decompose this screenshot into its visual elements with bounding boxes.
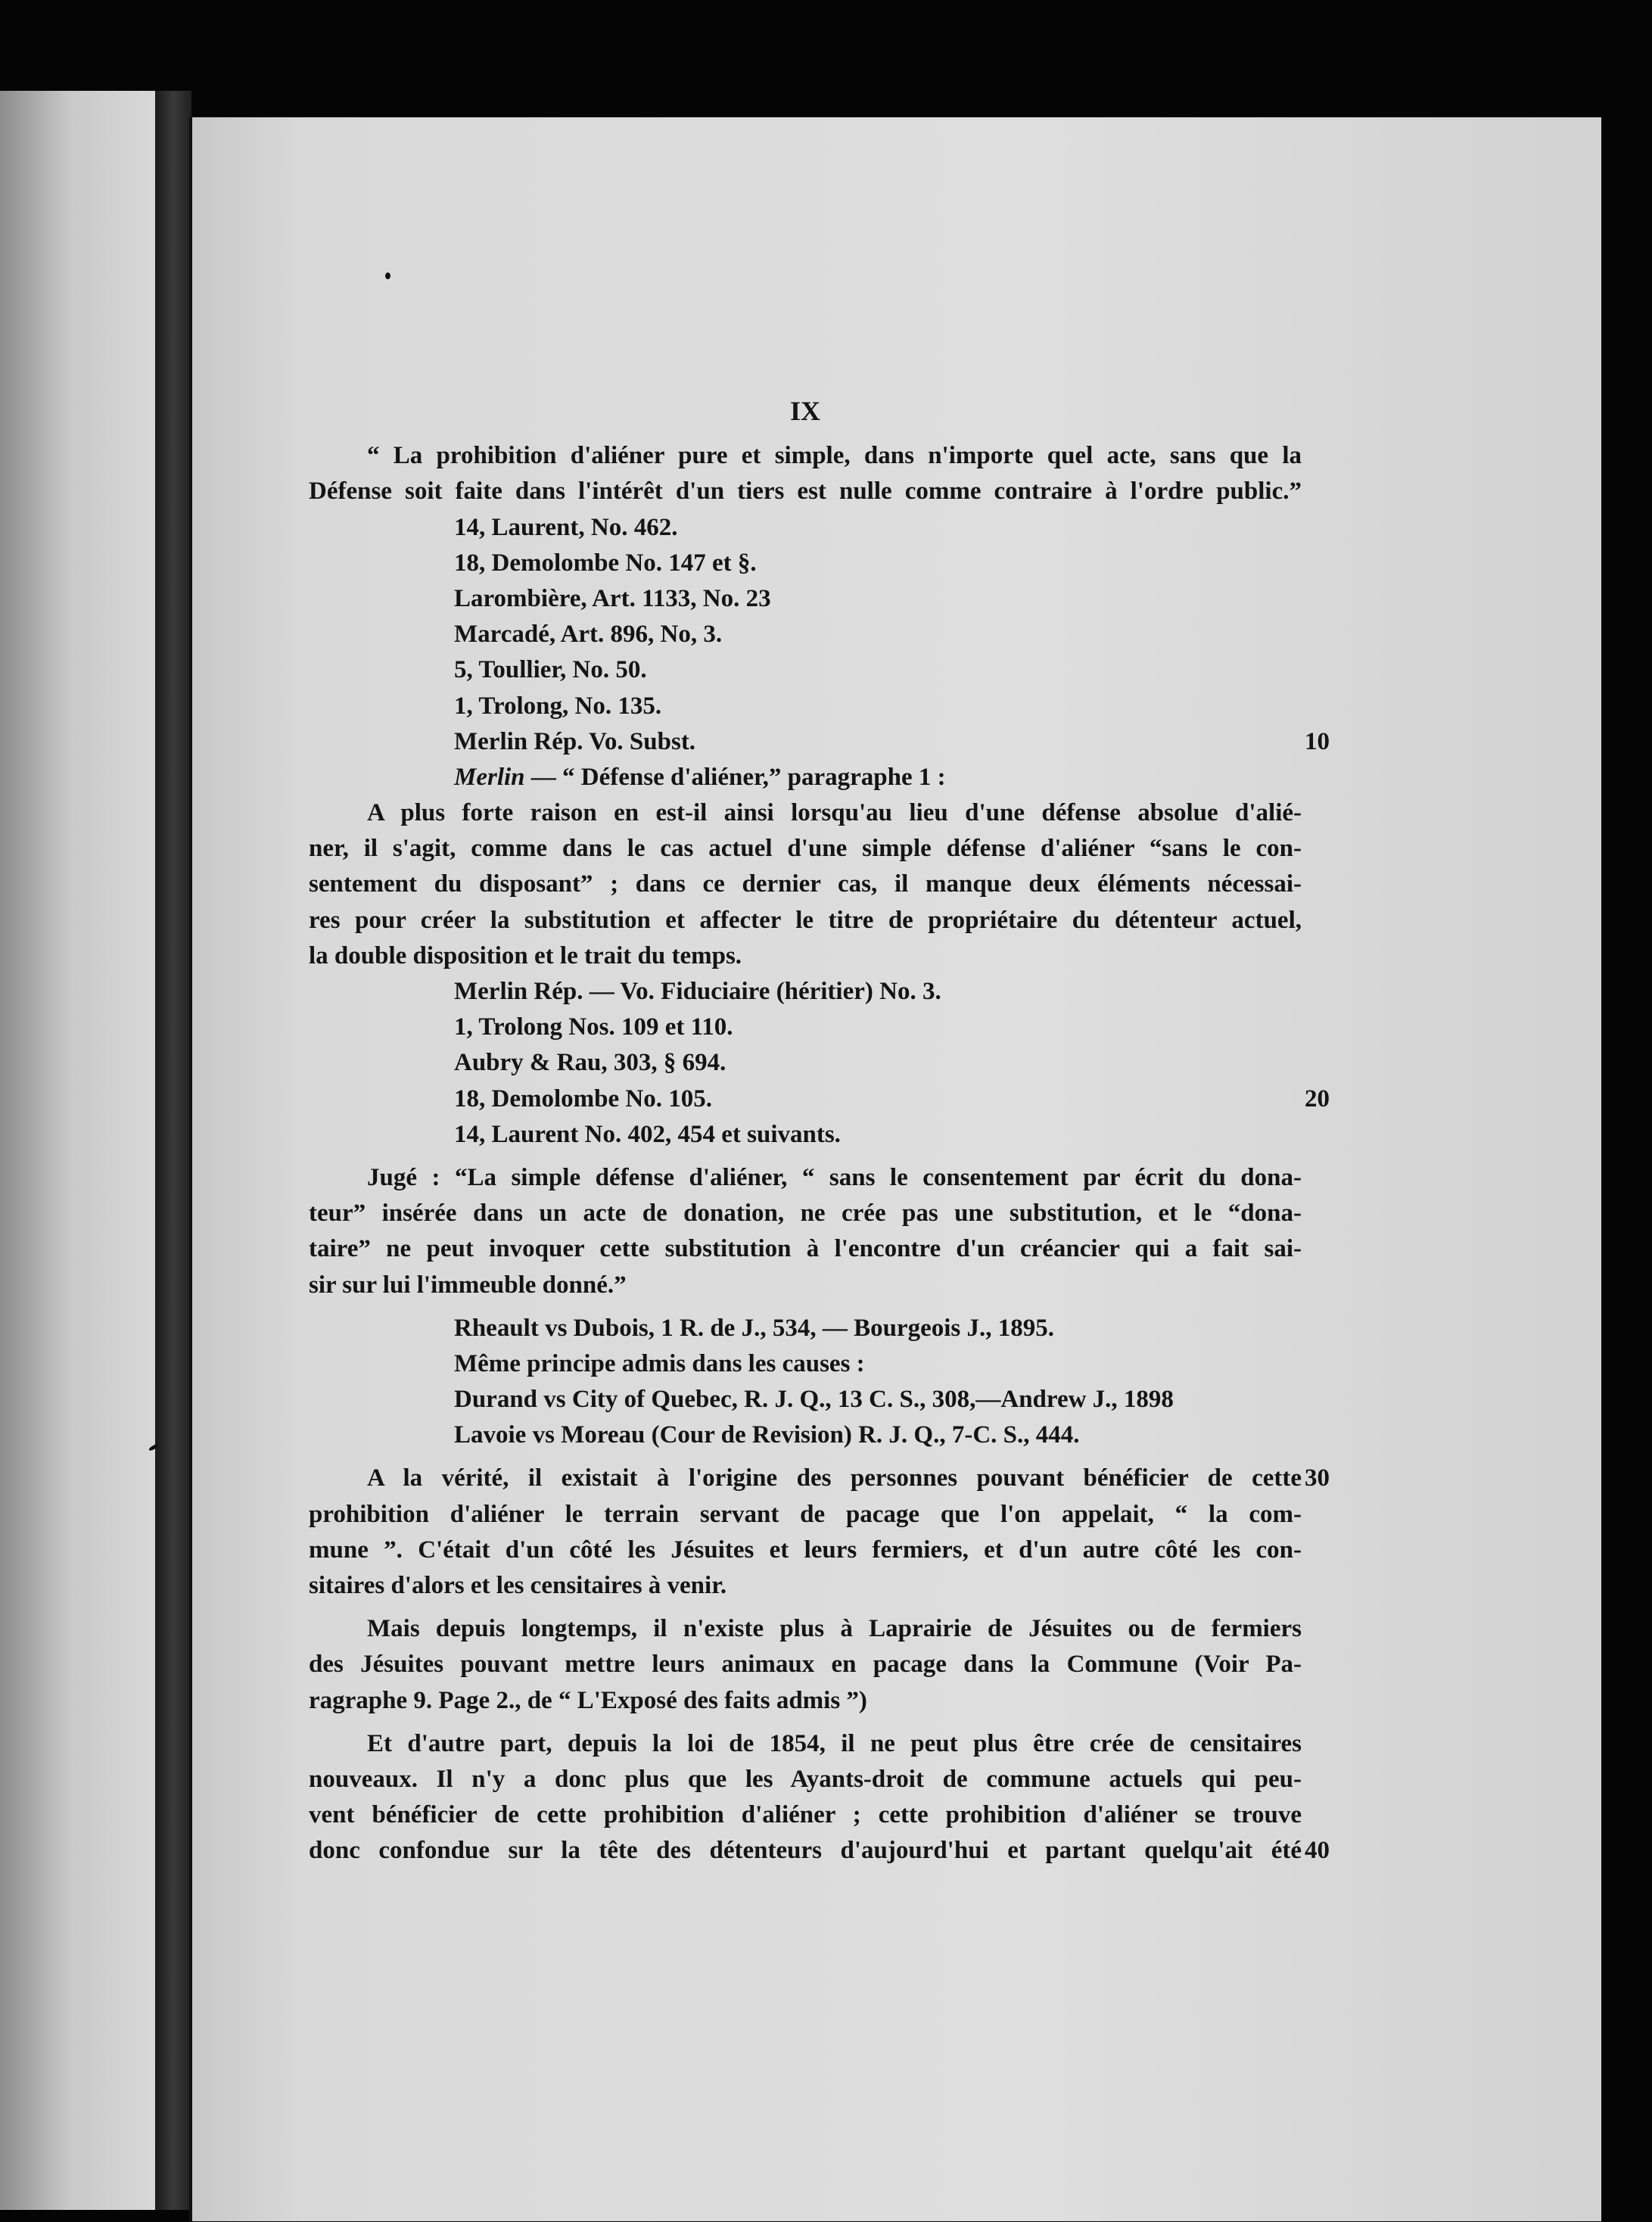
- text-line: Rheault vs Dubois, 1 R. de J., 534, — Bourgeois J., 1895.: [454, 1314, 1054, 1342]
- text-line: 18, Demolombe No. 105.: [454, 1085, 712, 1113]
- text-line: [309, 760, 1302, 795]
- text-line: Mais depuis longtemps, il n'existe plus à Laprairie de Jésuites ou de fermiers: [367, 1615, 1302, 1643]
- text-line: A plus forte raison en est-il ainsi lorsqu'au lieu d'une défense absolue d'alié-: [367, 799, 1302, 827]
- text-line: nouveaux. Il n'y a donc plus que les Ayants-droit de commune actuels qui peu-: [309, 1765, 1302, 1793]
- margin-line-number: 40: [1305, 1837, 1330, 1865]
- text-lines: [309, 438, 1302, 1869]
- text-line: 1, Trolong, No. 135.: [454, 692, 662, 720]
- text-line: Lavoie vs Moreau (Cour de Revision) R. J. Q., 7-C. S., 444.: [454, 1421, 1080, 1449]
- text-line: Défense soit faite dans l'intérêt d'un tiers est nulle comme contraire à l'ordre public.”: [309, 478, 1302, 506]
- text-line: ner, il s'agit, comme dans le cas actuel d'une simple défense d'aliéner “sans le con-: [309, 835, 1302, 863]
- text-line: sentement du disposant” ; dans ce dernier cas, il manque deux éléments nécessai-: [309, 870, 1302, 898]
- line-rest: — “ Défense d'aliéner,” paragraphe 1 :: [524, 763, 946, 791]
- text-line: Larombière, Art. 1133, No. 23: [454, 584, 771, 612]
- text-line: Durand vs City of Quebec, R. J. Q., 13 C. S., 308,—Andrew J., 1898: [454, 1386, 1174, 1414]
- text-line: vent bénéficier de cette prohibition d'aliéner ; cette prohibition d'aliéner se trouve: [309, 1801, 1302, 1829]
- text-line: 14, Laurent, No. 462.: [454, 513, 678, 541]
- page-number: IX: [789, 396, 820, 426]
- text-line: Jugé : “La simple défense d'aliéner, “ sans le consentement par écrit du dona-: [367, 1163, 1302, 1191]
- text-line: sitaires d'alors et les censitaires à venir.: [309, 1572, 727, 1600]
- text-line: 1, Trolong Nos. 109 et 110.: [454, 1013, 733, 1041]
- text-line: 5, Toullier, No. 50.: [454, 656, 647, 684]
- page-body: [309, 394, 1302, 1869]
- text-line: prohibition d'aliéner le terrain servant de pacage que l'on appelait, “ la com-: [309, 1500, 1302, 1528]
- margin-line-number: 20: [1305, 1085, 1330, 1113]
- text-line: Même principe admis dans les causes :: [454, 1349, 865, 1377]
- text-line: sir sur lui l'immeuble donné.”: [309, 1271, 627, 1299]
- text-line: donc confondue sur la tête des détenteurs d'aujourd'hui et partant quelqu'ait été: [309, 1837, 1302, 1865]
- book-gutter: [155, 91, 191, 2210]
- text-line: A la vérité, il existait à l'origine des personnes pouvant bénéficier de cette: [367, 1464, 1302, 1492]
- text-line: “ La prohibition d'aliéner pure et simple, dans n'importe quel acte, sans que la: [367, 442, 1302, 470]
- text-line: des Jésuites pouvant mettre leurs animaux en pacage dans la Commune (Voir Pa-: [309, 1651, 1302, 1679]
- ink-speck: [385, 272, 390, 279]
- margin-line-number: 30: [1305, 1464, 1330, 1492]
- text-line: la double disposition et le trait du temps.: [309, 941, 742, 969]
- italic-author: Merlin: [454, 763, 525, 791]
- text-line: Aubry & Rau, 303, § 694.: [454, 1049, 726, 1077]
- adjacent-page: [0, 91, 155, 2210]
- text-line: 18, Demolombe No. 147 et §.: [454, 549, 757, 577]
- text-line: Et d'autre part, depuis la loi de 1854, il ne peut plus être crée de censitaires: [367, 1729, 1302, 1757]
- text-line: taire” ne peut invoquer cette substitution à l'encontre d'un créancier qui a fait sai-: [309, 1235, 1302, 1263]
- margin-line-number: 10: [1305, 727, 1330, 755]
- text-line: ragraphe 9. Page 2., de “ L'Exposé des faits admis ”): [309, 1686, 867, 1714]
- text-line: Marcadé, Art. 896, No, 3.: [454, 621, 723, 649]
- text-line: Merlin Rép. — Vo. Fiduciaire (héritier) No. 3.: [454, 978, 941, 1006]
- text-line: res pour créer la substitution et affecter le titre de propriétaire du détenteur actuel,: [309, 906, 1302, 934]
- text-line: teur” insérée dans un acte de donation, ne crée pas une substitution, et le “dona-: [309, 1200, 1302, 1228]
- text-line: 14, Laurent No. 402, 454 et suivants.: [454, 1120, 841, 1148]
- text-line: mune ”. C'était d'un côté les Jésuites et leurs fermiers, et d'un autre côté les con-: [309, 1536, 1302, 1564]
- text-line: Merlin Rép. Vo. Subst.: [454, 727, 696, 755]
